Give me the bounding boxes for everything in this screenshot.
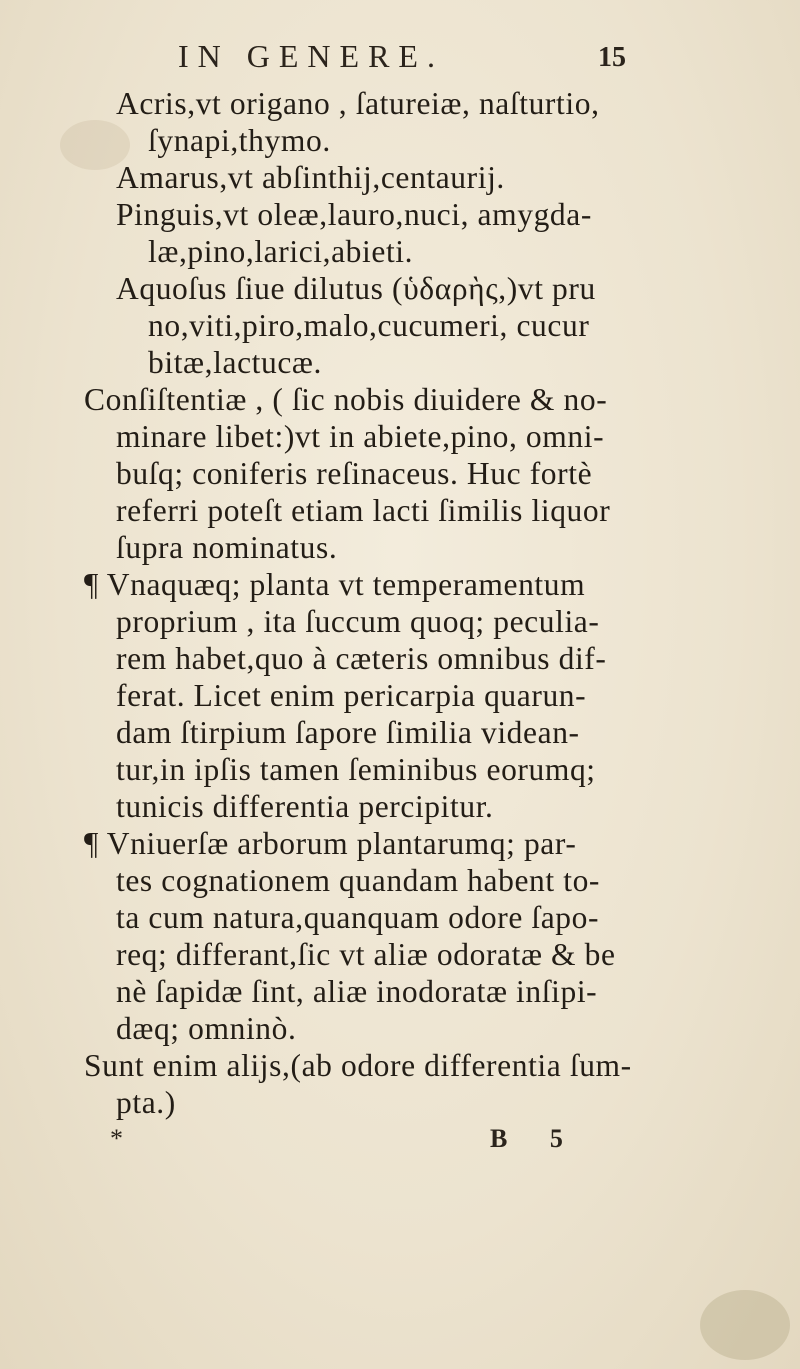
text-line: Acris,vt origano , ſatureiæ, naſturtio, (116, 86, 600, 121)
page-number: 15 (598, 42, 626, 73)
text-line: nè ſapidæ ſint, aliæ inodoratæ inſipi- (116, 974, 598, 1009)
text-line: ¶ Vniuerſæ arborum plantarumq; par- (84, 826, 577, 861)
text-line: læ,pino,larici,abieti. (148, 234, 414, 269)
signature-mark: B 5 (490, 1124, 581, 1153)
page-footer (0, 1124, 800, 1164)
text-line: referri poteſt etiam lacti ſimilis liquor (116, 493, 611, 528)
text-line: Sunt enim alijs,(ab odore differentia ſum- (84, 1048, 632, 1083)
text-line: ſynapi,thymo. (148, 123, 331, 158)
text-line: tur,in ipſis tamen ſeminibus eorumq; (116, 752, 596, 787)
text-line: ſupra nominatus. (116, 530, 338, 565)
text-line: pta.) (116, 1085, 176, 1120)
text-line: minare libet:)vt in abiete,pino, omni- (116, 419, 605, 454)
text-line: dam ſtirpium ſapore ſimilia videan- (116, 715, 580, 750)
text-line: ta cum natura,quanquam odore ſapo- (116, 900, 600, 935)
running-head: IN GENERE. (178, 38, 444, 74)
page-header (0, 36, 800, 76)
text-line: buſq; coniferis reſinaceus. Huc fortè (116, 456, 593, 491)
text-line: Amarus,vt abſinthij,centaurij. (116, 160, 505, 195)
text-line: ¶ Vnaquæq; planta vt temperamentum (84, 567, 586, 602)
paper-stain (700, 1290, 790, 1360)
text-line: Pinguis,vt oleæ,lauro,nuci, amygda- (116, 197, 592, 232)
text-line: rem habet,quo à cæteris omnibus dif- (116, 641, 607, 676)
text-line: tes cognationem quandam habent to- (116, 863, 601, 898)
catchword: * (110, 1124, 123, 1153)
text-line: no,viti,piro,malo,cucumeri, cucur (148, 308, 590, 343)
text-line: proprium , ita ſuccum quoq; peculia- (116, 604, 600, 639)
text-line: dæq; omninò. (116, 1011, 297, 1046)
text-line: bitæ,lactucæ. (148, 345, 323, 380)
text-line: Conſiſtentiæ , ( ſic nobis diuidere & no- (84, 382, 608, 417)
text-line: tunicis differentia percipitur. (116, 789, 494, 824)
text-line: Aquoſus ſiue dilutus (ὑδαρὴς,)vt pru (116, 271, 596, 306)
text-line: ferat. Licet enim pericarpia quarun- (116, 678, 587, 713)
text-line: req; differant,ſic vt aliæ odoratæ & be (116, 937, 616, 972)
